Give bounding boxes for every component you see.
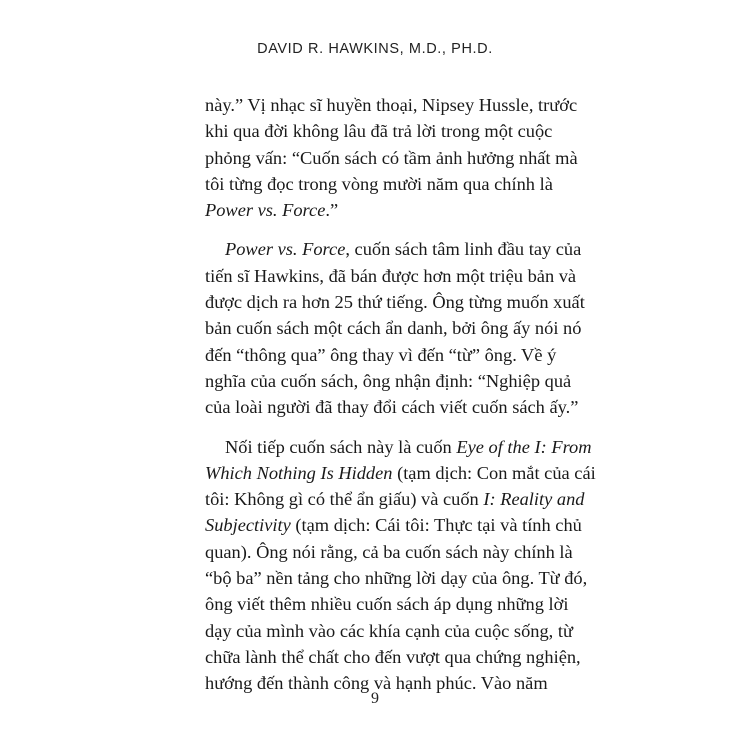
text-line <box>205 460 596 486</box>
paragraph-2 <box>205 236 585 420</box>
text-run: tôi: Không gì có thể ẩn giấu) và cuốn <box>205 489 484 510</box>
text-line <box>205 236 582 262</box>
italic-title-run: Subjectivity <box>205 515 291 536</box>
paragraph-1 <box>205 92 578 223</box>
text-run: chữa lành thể chất cho đến vượt qua chứng nghiện, <box>205 646 581 667</box>
text-run: quan). Ông nói rằng, cả ba cuốn sách này chính là <box>205 541 573 562</box>
text-line <box>205 263 577 289</box>
text-line <box>205 394 579 420</box>
running-head: DAVID R. HAWKINS, M.D., PH.D. <box>257 41 493 57</box>
page-number: 9 <box>371 690 379 707</box>
text-line <box>205 368 572 394</box>
text-line <box>205 434 592 460</box>
text-run: (tạm dịch: Con mắt của cái <box>392 462 596 483</box>
text-run: của loài người đã thay đổi cách viết cuốn sách ấy.” <box>205 397 579 418</box>
italic-title-run: Which Nothing Is Hidden <box>205 462 393 483</box>
text-line <box>205 118 553 144</box>
text-run: (tạm dịch: Cái tôi: Thực tại và tính chủ <box>290 515 582 536</box>
paragraph-3 <box>205 434 596 697</box>
text-line <box>205 197 545 223</box>
text-run: Nối tiếp cuốn sách này là cuốn <box>225 436 457 457</box>
body-text <box>205 92 596 697</box>
text-run: này.” Vị nhạc sĩ huyền thoại, Nipsey Hussle, trước <box>205 95 578 115</box>
italic-title-run: Power vs. Force <box>225 239 346 260</box>
text-run: được dịch ra hơn 25 thứ tiếng. Ông từng muốn xuất <box>205 292 585 313</box>
text-run: phỏng vấn: “Cuốn sách có tầm ảnh hưởng nhất mà <box>205 147 578 168</box>
text-line <box>205 315 582 341</box>
italic-title-run: Power vs. Force <box>205 200 326 221</box>
italic-title-run: Eye of the I: From <box>456 436 592 457</box>
text-run: bản cuốn sách một cách ẩn danh, bởi ông ấy nói nó <box>205 318 582 339</box>
text-run: “bộ ba” nền tảng cho những lời dạy của ông. Từ đó, <box>205 568 588 589</box>
text-run: tôi từng đọc trong vòng mười năm qua chính là <box>205 173 553 194</box>
text-run: khi qua đời không lâu đã trả lời trong một cuộc <box>205 121 553 142</box>
text-run: , cuốn sách tâm linh đầu tay của <box>345 239 582 260</box>
text-run: .” <box>325 200 339 221</box>
text-line <box>205 171 553 197</box>
text-line <box>205 512 582 538</box>
text-run: nghĩa của cuốn sách, ông nhận định: “Nghiệp quả <box>205 370 572 391</box>
text-line <box>205 618 573 644</box>
text-run: dạy của mình vào các khía cạnh của cuộc sống, từ <box>205 620 573 641</box>
text-run: ông viết thêm nhiều cuốn sách áp dụng những lời <box>205 594 569 615</box>
text-line <box>205 289 585 315</box>
text-line <box>205 342 557 368</box>
text-line <box>205 565 588 591</box>
text-run: tiến sĩ Hawkins, đã bán được hơn một triệu bản và <box>205 265 577 286</box>
text-line <box>205 486 585 512</box>
text-run: đến “thông qua” ông thay vì đến “từ” ông. Về ý <box>205 344 557 365</box>
text-line <box>205 145 578 171</box>
text-line <box>205 92 578 118</box>
text-line <box>205 591 569 617</box>
text-line <box>205 644 581 670</box>
text-line <box>205 539 573 565</box>
italic-title-run: I: Reality and <box>483 489 585 510</box>
text-run: hướng đến thành công và hạnh phúc. Vào năm <box>205 673 548 694</box>
